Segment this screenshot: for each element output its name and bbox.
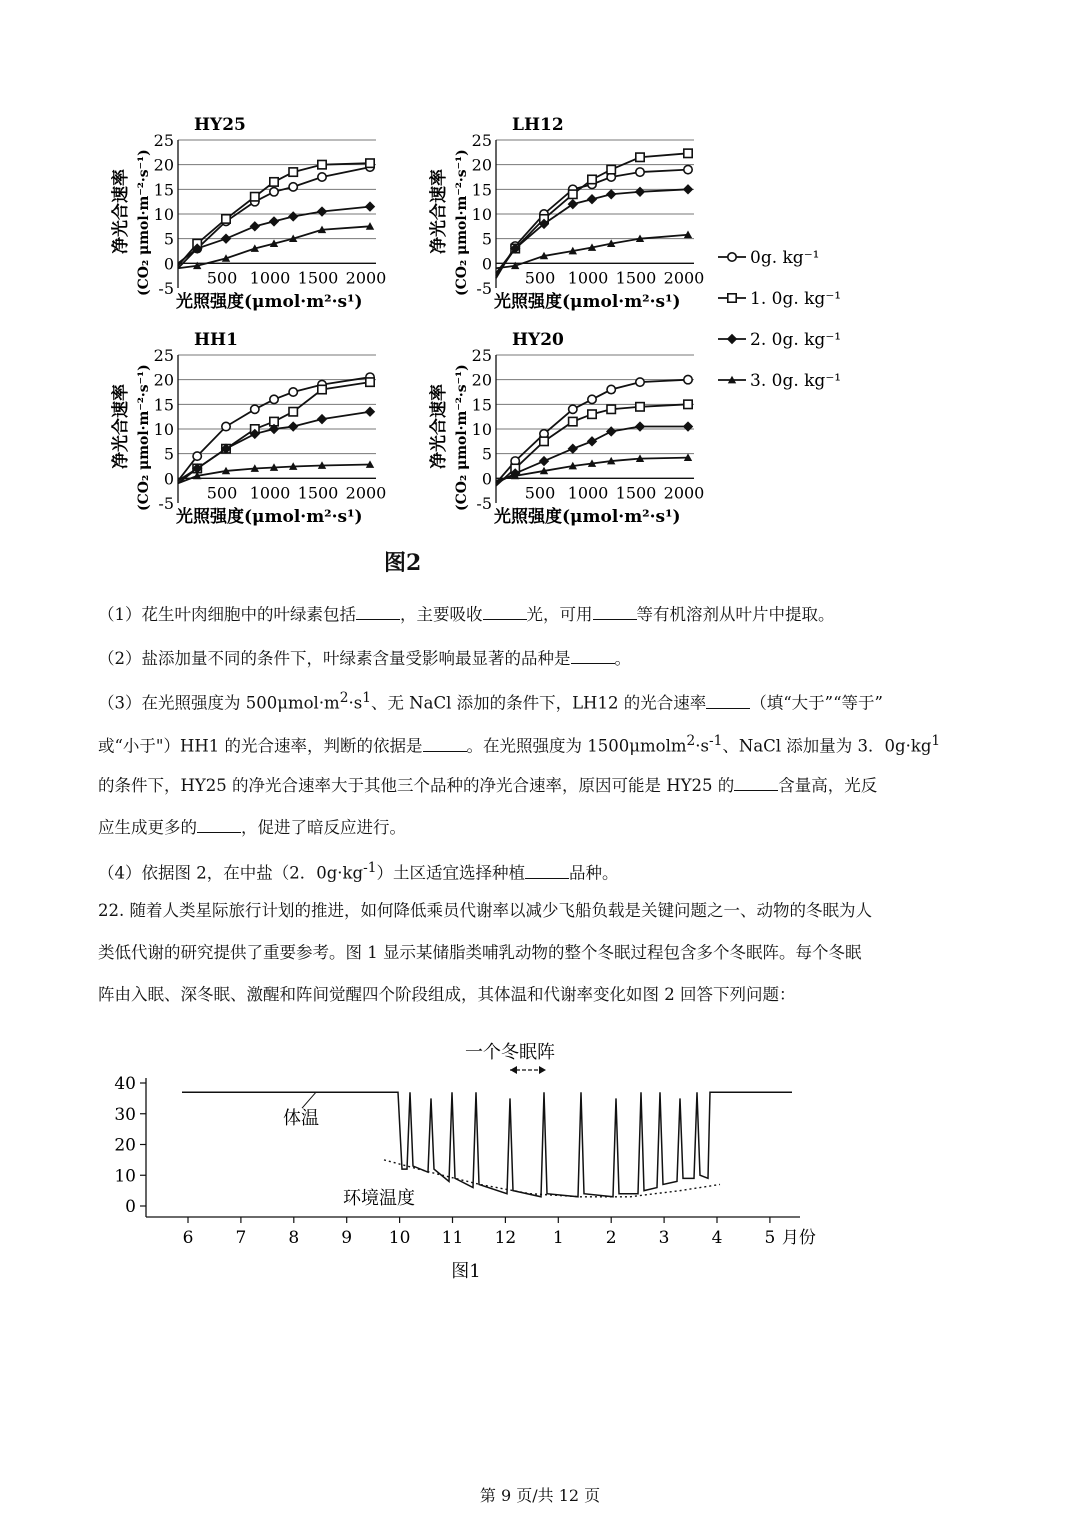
question-3-line-4: [98, 814, 988, 840]
series-line: [178, 226, 370, 268]
x-tick-label: 1500: [615, 483, 657, 503]
question-22-line-3: 阵由入眠、深冬眠、激醒和阵间觉醒四个阶段组成，其体温和代谢率变化如图 2 回答下列问题：: [98, 985, 796, 1004]
data-point: [588, 175, 596, 183]
q3-l2-sup1: 2: [686, 733, 696, 749]
data-point: [317, 414, 327, 424]
q3-l2-b: 。在光照强度为 1500μmolm: [466, 736, 687, 756]
data-point: [366, 159, 374, 167]
data-point: [636, 403, 644, 411]
data-point: [635, 187, 645, 197]
y-tick-label: 25: [153, 346, 174, 365]
data-point: [588, 410, 596, 418]
y-tick-label: 15: [471, 395, 492, 415]
chart-lh12: [418, 110, 718, 325]
y-axis-label: 净光合速率: [111, 384, 131, 469]
y-axis-label: 净光合速率: [429, 169, 449, 254]
data-point: [366, 378, 374, 386]
q4-text-b: ）土区适宜选择种植: [376, 863, 526, 883]
chart-hy20: [418, 325, 718, 540]
x-tick-label: 4: [711, 1228, 723, 1248]
x-axis-label: 光照强度(μmol·m²·s¹): [176, 507, 363, 527]
data-point: [607, 165, 615, 173]
x-tick-label: 8: [288, 1228, 300, 1248]
x-tick-label: 500: [206, 483, 238, 503]
y-tick-label: 10: [471, 420, 492, 439]
x-tick-label: 1000: [249, 483, 291, 503]
data-point: [636, 153, 644, 161]
y-axis-label: 净光合速率: [111, 169, 131, 254]
y-tick-label: 25: [471, 131, 492, 150]
data-point: [568, 444, 578, 454]
data-point: [606, 426, 616, 436]
x-tick-label: 1000: [567, 268, 609, 288]
y-tick-label: 40: [114, 1074, 136, 1094]
y-tick-label: 0: [481, 469, 492, 489]
y-axis-unit: (CO₂ μmol·m⁻²·s⁻¹): [454, 364, 470, 511]
q3-l2-d: 、NaCl 添加量为 3．0g·kg: [722, 736, 932, 756]
data-point: [569, 190, 577, 198]
y-tick-label: 20: [471, 370, 492, 390]
y-tick-label: 20: [114, 1135, 136, 1156]
y-axis-label: 净光合速率: [429, 384, 449, 469]
y-tick-label: -5: [476, 279, 492, 298]
y-tick-label: 5: [481, 444, 492, 464]
data-point: [250, 221, 260, 231]
q3-l4-a: 应生成更多的: [98, 818, 197, 837]
data-point: [318, 173, 326, 181]
x-tick-label: 2: [605, 1228, 617, 1248]
legend-label: 1. 0g. kg⁻¹: [750, 289, 842, 309]
data-point: [289, 168, 297, 176]
data-point: [289, 388, 297, 396]
q3-l2-sup2: -1: [708, 733, 723, 749]
q3-l1-d: （填“大于”“等于”: [750, 693, 883, 713]
q4-text-c: 品种。: [569, 863, 619, 883]
data-point: [587, 436, 597, 446]
y-tick-label: 30: [114, 1104, 136, 1125]
y-tick-label: 10: [153, 420, 174, 439]
y-tick-label: 0: [163, 469, 174, 489]
y-tick-label: 0: [125, 1197, 136, 1217]
x-axis-label: 光照强度(μmol·m²·s¹): [176, 292, 363, 312]
legend-label: 2. 0g. kg⁻¹: [750, 330, 842, 350]
data-point: [568, 199, 578, 209]
chart-hh1: [100, 325, 420, 540]
x-tick-label: 2000: [663, 483, 705, 503]
y-tick-label: 10: [153, 205, 174, 224]
torpor-bout-label: 一个冬眠阵: [465, 1042, 555, 1063]
x-tick-label: 12: [494, 1228, 517, 1248]
data-point: [317, 206, 327, 216]
x-tick-label: 1500: [615, 268, 657, 288]
x-tick-label: 9: [341, 1228, 353, 1248]
chart-title: HH1: [194, 330, 238, 350]
x-tick-label: 1500: [297, 483, 339, 503]
y-tick-label: 5: [163, 444, 174, 464]
data-point: [289, 183, 297, 191]
chart-title: LH12: [512, 115, 564, 135]
data-point: [636, 378, 644, 386]
y-tick-label: 25: [471, 346, 492, 365]
y-tick-label: 0: [163, 254, 174, 274]
data-point: [222, 422, 230, 430]
question-3-line-1: [98, 686, 988, 716]
question-2: [98, 645, 988, 671]
q1-text-d: 等有机溶剂从叶片中提取。: [636, 605, 835, 624]
data-point: [683, 421, 693, 431]
data-point: [193, 452, 201, 460]
data-point: [569, 417, 577, 425]
data-point: [684, 400, 692, 408]
data-point: [607, 385, 615, 393]
question-1: [98, 601, 988, 627]
q3-l3-b: 含量高，光反: [778, 776, 878, 795]
data-point: [288, 421, 298, 431]
data-point: [251, 405, 259, 413]
q4-blank-1[interactable]: [525, 860, 569, 879]
data-point: [222, 215, 230, 223]
y-tick-label: -5: [158, 494, 174, 513]
question-4: [98, 856, 988, 886]
q3-l1-c: 、无 NaCl 添加的条件下，LH12 的光合速率: [370, 693, 707, 713]
q3-l1-sup1: 2: [339, 690, 349, 706]
data-point: [569, 405, 577, 413]
q1-text-a: （1）花生叶肉细胞中的叶绿素包括: [98, 605, 356, 624]
data-point: [269, 216, 279, 226]
data-point: [587, 194, 597, 204]
data-point: [684, 165, 692, 173]
y-tick-label: 15: [153, 180, 174, 200]
legend-marker: [728, 253, 736, 261]
x-axis-label: 光照强度(μmol·m²·s¹): [494, 507, 681, 527]
y-axis-unit: (CO₂ μmol·m⁻²·s⁻¹): [136, 149, 152, 296]
data-point: [289, 408, 297, 416]
data-point: [365, 407, 375, 417]
q3-l1-sup2: 1: [362, 690, 371, 706]
q3-blank-1[interactable]: [706, 690, 750, 709]
y-tick-label: 20: [153, 155, 174, 175]
data-point: [270, 178, 278, 186]
q1-text-b: ，主要吸收: [400, 605, 483, 624]
q3-l2-a: 或“小于"）HH1 的光合速率，判断的依据是: [98, 736, 423, 756]
q1-blank-1[interactable]: [356, 601, 400, 620]
x-tick-label: 2000: [663, 268, 705, 288]
question-3-line-2: [98, 729, 988, 759]
data-point: [588, 395, 596, 403]
q3-l1-a: （3）在光照强度为 500μmol·m: [98, 693, 340, 713]
q1-blank-2[interactable]: [483, 601, 527, 620]
x-tick-label: 2000: [345, 483, 387, 503]
x-tick-label: 1000: [567, 483, 609, 503]
data-point: [318, 160, 326, 168]
chart-title: HY25: [194, 115, 246, 135]
q3-l2-c: ·s: [695, 736, 709, 756]
data-point: [318, 385, 326, 393]
y-tick-label: 10: [471, 205, 492, 224]
data-point: [684, 149, 692, 157]
question-22-line-2: 类低代谢的研究提供了重要参考。图 1 显示某储脂类哺乳动物的整个冬眠过程包含多个冬眠阵。每个冬眠: [98, 943, 862, 962]
y-tick-label: 15: [471, 180, 492, 200]
y-tick-label: 15: [153, 395, 174, 415]
q1-blank-3[interactable]: [593, 601, 637, 620]
y-axis-unit: (CO₂ μmol·m⁻²·s⁻¹): [454, 149, 470, 296]
x-tick-label: 7: [235, 1228, 247, 1248]
y-axis-unit: (CO₂ μmol·m⁻²·s⁻¹): [136, 364, 152, 511]
q2-text-a: （2）盐添加量不同的条件下，叶绿素含量受影响最显著的品种是: [98, 649, 571, 668]
legend-label: 3. 0g. kg⁻¹: [750, 371, 842, 391]
y-tick-label: 20: [471, 155, 492, 175]
x-tick-label: 11: [441, 1228, 464, 1248]
chart-title: HY20: [512, 330, 564, 350]
data-point: [251, 193, 259, 201]
data-point: [270, 188, 278, 196]
y-tick-label: 20: [153, 370, 174, 390]
bracket-arrow-left: [510, 1066, 517, 1074]
y-tick-label: -5: [476, 494, 492, 513]
figure-1-caption: 图1: [451, 1261, 481, 1282]
x-tick-label: 1000: [249, 268, 291, 288]
q3-blank-4[interactable]: [197, 814, 241, 833]
question-22-line-1: 22. 随着人类星际旅行计划的推进，如何降低乘员代谢率以减少飞船负载是关键问题之一、动物的冬眠为人: [98, 901, 872, 920]
chart-legend: [712, 240, 852, 400]
legend-marker: [728, 294, 736, 302]
environment-temperature-label: 环境温度: [343, 1188, 415, 1209]
body-temperature-label: 体温: [283, 1108, 319, 1129]
x-tick-label: 500: [524, 268, 556, 288]
q2-text-b: 。: [614, 649, 631, 668]
data-point: [365, 201, 375, 211]
q3-blank-3[interactable]: [734, 772, 778, 791]
data-point: [606, 189, 616, 199]
question-3-line-3: [98, 772, 988, 798]
legend-label: 0g. kg⁻¹: [750, 248, 820, 268]
q3-l2-sup3: 1: [931, 733, 941, 749]
y-tick-label: 0: [481, 254, 492, 274]
q3-l3-a: 的条件下，HY25 的净光合速率大于其他三个品种的净光合速率，原因可能是 HY25 的: [98, 776, 735, 795]
data-point: [636, 168, 644, 176]
x-axis-label: 光照强度(μmol·m²·s¹): [494, 292, 681, 312]
q2-blank-1[interactable]: [571, 645, 615, 664]
figure-2-caption: 图2: [384, 550, 422, 576]
y-tick-label: 5: [163, 229, 174, 249]
x-tick-label: 6: [182, 1228, 194, 1248]
data-point: [683, 184, 693, 194]
chart-hibernation: [100, 1032, 840, 1292]
data-point: [539, 456, 549, 466]
q4-sup1: -1: [363, 860, 377, 876]
bracket-arrow-right: [539, 1066, 546, 1074]
data-point: [221, 233, 231, 243]
x-tick-label: 500: [524, 483, 556, 503]
body-temperature-line: [182, 1092, 792, 1197]
y-tick-label: -5: [158, 279, 174, 298]
q4-text-a: （4）依据图 2，在中盐（2．0g·kg: [98, 863, 364, 883]
q3-blank-2[interactable]: [423, 733, 467, 752]
data-point: [270, 395, 278, 403]
y-tick-label: 5: [481, 229, 492, 249]
x-tick-label: 500: [206, 268, 238, 288]
y-tick-label: 25: [153, 131, 174, 150]
legend-marker: [727, 334, 737, 344]
x-tick-label: 5: [764, 1228, 776, 1248]
x-axis-unit: 月份: [781, 1228, 816, 1248]
data-point: [684, 375, 692, 383]
x-tick-label: 1500: [297, 268, 339, 288]
y-tick-label: 10: [114, 1166, 136, 1187]
body-temp-leader: [302, 1092, 316, 1108]
data-point: [288, 211, 298, 221]
chart-hy25: [100, 110, 420, 325]
q1-text-c: 光，可用: [526, 605, 593, 624]
x-tick-label: 1: [552, 1228, 564, 1248]
q3-l4-b: ，促进了暗反应进行。: [241, 818, 406, 837]
x-tick-label: 2000: [345, 268, 387, 288]
x-tick-label: 3: [658, 1228, 670, 1248]
page-footer: 第 9 页/共 12 页: [479, 1486, 601, 1505]
data-point: [635, 421, 645, 431]
data-point: [540, 437, 548, 445]
q3-l1-b: ·s: [348, 693, 363, 713]
data-point: [607, 405, 615, 413]
x-tick-label: 10: [388, 1228, 411, 1248]
